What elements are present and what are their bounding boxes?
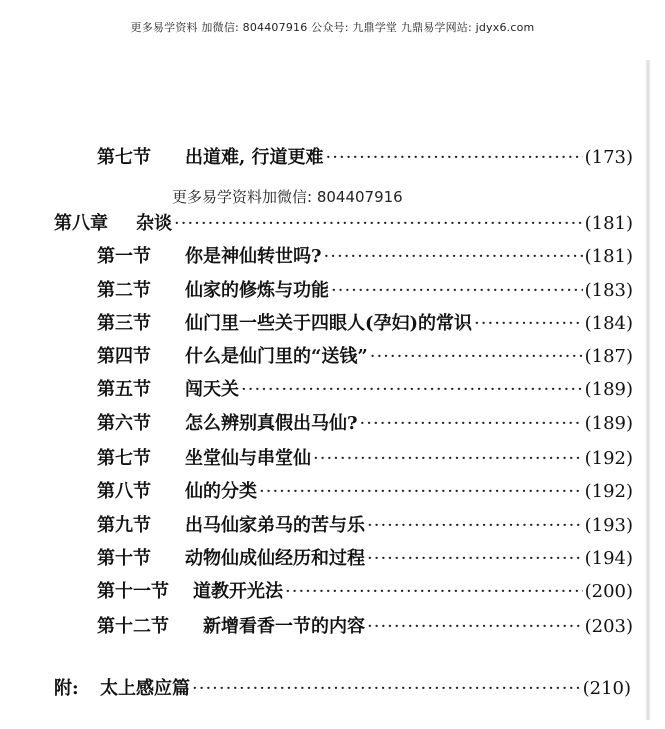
toc-entry-page: (193)	[584, 515, 633, 536]
toc-entry-label: 第一节	[97, 246, 151, 267]
toc-entry-title: 太上感应篇	[100, 678, 190, 699]
toc-entry-prev-section	[97, 146, 633, 170]
toc-leader-dots	[285, 580, 583, 604]
toc-entry-title: 道教开光法	[193, 581, 283, 602]
toc-entry-page: (210)	[582, 678, 631, 699]
toc-entry-section-6	[97, 412, 633, 436]
toc-leader-dots	[367, 514, 583, 538]
toc-entry-section-1	[97, 245, 633, 269]
toc-entry-section-12	[97, 615, 633, 639]
toc-leader-dots	[367, 615, 583, 639]
toc-leader-dots	[313, 447, 583, 471]
toc-entry-page: (203)	[584, 616, 633, 637]
toc-entry-label: 第七节	[97, 448, 151, 469]
toc-leader-dots	[241, 378, 583, 402]
toc-entry-chapter	[54, 212, 633, 236]
toc-entry-appendix	[54, 677, 631, 701]
toc-entry-label: 第五节	[97, 379, 151, 400]
toc-entry-title: 仙门里一些关于四眼人(孕妇)的常识	[185, 313, 473, 334]
toc-leader-dots	[331, 279, 583, 303]
toc-entry-section-7	[97, 447, 633, 471]
toc-entry-label: 附:	[54, 678, 79, 699]
toc-entry-label: 第二节	[97, 280, 151, 301]
toc-entry-label: 第十二节	[97, 616, 169, 637]
toc-entry-title: 出马仙家弟马的苦与乐	[185, 515, 365, 536]
toc-entry-section-2	[97, 279, 633, 303]
toc-entry-title: 什么是仙门里的“送钱”	[185, 346, 368, 367]
toc-entry-section-10	[97, 547, 633, 571]
toc-entry-section-5	[97, 378, 633, 402]
toc-leader-dots	[174, 212, 583, 236]
toc-entry-page: (181)	[584, 246, 633, 267]
toc-entry-label: 第八章	[54, 213, 108, 234]
toc-entry-title: 闯天关	[185, 379, 239, 400]
toc-entry-page: (192)	[584, 481, 633, 502]
toc-leader-dots	[367, 547, 583, 571]
toc-entry-title: 仙家的修炼与功能	[185, 280, 329, 301]
toc-entry-section-11	[97, 580, 633, 604]
toc-entry-page: (187)	[584, 346, 633, 367]
toc-leader-dots	[474, 312, 583, 336]
toc-entry-title: 坐堂仙与串堂仙	[185, 448, 311, 469]
toc-leader-dots	[326, 146, 583, 170]
toc-leader-dots	[259, 480, 583, 504]
toc-entry-page: (173)	[584, 147, 633, 168]
toc-entry-label: 第十节	[97, 548, 151, 569]
toc-entry-label: 第四节	[97, 346, 151, 367]
toc-entry-section-3	[97, 312, 633, 336]
toc-entry-section-4	[97, 345, 633, 369]
toc-entry-page: (189)	[584, 413, 633, 434]
toc-entry-page: (192)	[584, 448, 633, 469]
toc-entry-section-9	[97, 514, 633, 538]
toc-leader-dots	[192, 677, 581, 701]
toc-entry-page: (183)	[584, 280, 633, 301]
toc-entry-label: 第六节	[97, 413, 151, 434]
toc-entry-title: 你是神仙转世吗?	[185, 246, 322, 267]
toc-entry-title: 出道难, 行道更难	[185, 147, 324, 168]
toc-entry-section-8	[97, 480, 633, 504]
toc-leader-dots	[360, 412, 583, 436]
page-header-watermark: 更多易学资料 加微信: 804407916 公众号: 九鼎学堂 九鼎易学网站: jdyx6.com	[130, 21, 535, 34]
toc-entry-title: 杂谈	[136, 213, 172, 234]
toc-entry-label: 第十一节	[97, 581, 169, 602]
inline-watermark: 更多易学资料加微信: 804407916	[172, 188, 403, 206]
toc-entry-page: (181)	[584, 213, 633, 234]
toc-entry-title: 仙的分类	[185, 481, 257, 502]
toc-leader-dots	[370, 345, 583, 369]
toc-entry-page: (200)	[584, 581, 633, 602]
toc-entry-title: 动物仙成仙经历和过程	[185, 548, 365, 569]
toc-entry-label: 第七节	[97, 147, 151, 168]
toc-entry-page: (194)	[584, 548, 633, 569]
toc-entry-label: 第八节	[97, 481, 151, 502]
toc-entry-label: 第三节	[97, 313, 151, 334]
scan-edge-shadow	[645, 60, 651, 720]
toc-entry-label: 第九节	[97, 515, 151, 536]
toc-leader-dots	[324, 245, 583, 269]
toc-entry-page: (189)	[584, 379, 633, 400]
toc-entry-page: (184)	[584, 313, 633, 334]
toc-entry-title: 怎么辨别真假出马仙?	[185, 413, 358, 434]
toc-entry-title: 新增看香一节的内容	[203, 616, 365, 637]
